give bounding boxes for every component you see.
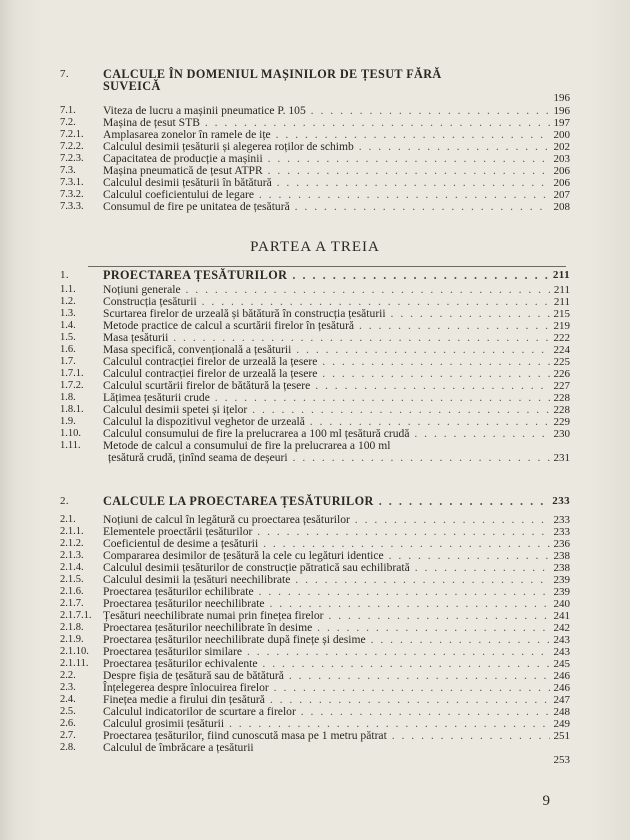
toc-entry-page: 196 — [553, 92, 570, 104]
toc-chapter-entry — [0, 268, 630, 282]
toc-entry-title: Metode practice de calcul a scurtării firelor în țesătură . . . — [103, 319, 550, 333]
toc-entry-page: 196 — [553, 105, 570, 117]
toc-entry-page: 227 — [553, 380, 570, 392]
toc-entry-title: Viteza de lucru a mașinii pneumatice P. 105 . . . — [103, 104, 550, 118]
toc-chapter-entry — [0, 494, 630, 508]
toc-entry-page: 211 — [553, 284, 570, 296]
toc-entry — [0, 200, 630, 214]
toc-entry-page: 207 — [553, 189, 570, 201]
toc-entry-number: 7.3. — [60, 165, 76, 176]
toc-entry-title: Finețea medie a firului din țesătură . . . — [103, 693, 550, 707]
toc-entry-title: Noțiuni generale . . . — [103, 283, 550, 297]
part-heading: PARTEA A TREIA — [250, 239, 380, 255]
toc-entry-number: 1.5. — [60, 332, 76, 343]
toc-entry-page: 197 — [553, 117, 570, 129]
toc-entry-title: Proectarea țesăturilor neechilibrate după finețe și desime . . . — [103, 633, 550, 647]
toc-entry-page: 239 — [553, 586, 570, 598]
toc-entry-number: 2.7. — [60, 730, 76, 741]
toc-entry-title: Calculul desimii țesăturilor de construcție pătratică sau echilibrată . . . — [103, 561, 550, 575]
toc-entry-page: 226 — [553, 368, 570, 380]
divider-rule — [88, 266, 566, 267]
toc-entry-number: 2.3. — [60, 682, 76, 693]
toc-entry-title: PROECTAREA ȚESĂTURILOR . . . — [103, 268, 550, 282]
toc-entry-number: 2.1.10. — [60, 646, 89, 657]
toc-entry-page: 246 — [553, 670, 570, 682]
toc-entry-title: Calculul desimii spetei și ițelor . . . — [103, 403, 550, 417]
toc-entry-number: 2.2. — [60, 670, 76, 681]
toc-entry-title: Consumul de fire pe unitatea de țesătură . . . — [103, 200, 550, 214]
toc-entry-title: Calculul contracției firelor de urzeală la țesere . . . — [103, 355, 550, 369]
toc-entry-title: Metode de calcul a consumului de fire la prelucrarea a 100 ml — [103, 439, 391, 452]
toc-entry-title: Înțelegerea despre înlocuirea firelor . . . — [103, 681, 550, 695]
toc-entry-page: 222 — [553, 332, 570, 344]
toc-entry-title: Amplasarea zonelor în ramele de ițe . . . — [103, 128, 550, 142]
toc-entry-page: 251 — [553, 730, 570, 742]
toc-entry-page: 231 — [553, 452, 570, 464]
toc-entry-page: 238 — [553, 550, 570, 562]
toc-entry-number: 7.2.1. — [60, 129, 84, 140]
toc-entry-number: 7.2.2. — [60, 141, 84, 152]
toc-entry-title: Proectarea țesăturilor echilibrate . . . — [103, 585, 550, 599]
toc-entry-page: 215 — [553, 308, 570, 320]
toc-entry-page: 247 — [553, 694, 570, 706]
toc-entry-title: Calculul desimii la țesături neechilibrate . . . — [103, 573, 550, 587]
toc-entry-page: 233 — [553, 514, 570, 526]
toc-entry-number: 1.7.1. — [60, 368, 84, 379]
toc-entry-title: Lățimea țesăturii crude . . . — [103, 391, 550, 405]
toc-entry-page: 233 — [553, 526, 570, 538]
toc-entry-page: 233 — [552, 495, 570, 507]
toc-entry-title: țesătură crudă, ținînd seama de deșeuri . . . — [108, 451, 550, 465]
toc-entry-number: 1.1. — [60, 284, 76, 295]
toc-entry-page: 245 — [553, 658, 570, 670]
toc-entry-title: Calculul desimii țesăturii și alegerea roților de schimb . . . — [103, 140, 550, 154]
toc-entry-number: 1.7.2. — [60, 380, 84, 391]
toc-entry-title: Calculul la dispozitivul veghetor de urzeală . . . — [103, 415, 550, 429]
toc-entry-page: 239 — [553, 574, 570, 586]
toc-entry-title: Mașina de țesut STB . . . — [103, 116, 550, 130]
toc-entry-title: CALCULE ÎN DOMENIUL MAȘINILOR DE ȚESUT FĂRĂ — [103, 67, 442, 81]
toc-entry-title: Capacitatea de producție a mașinii . . . — [103, 152, 550, 166]
toc-entry-number: 7.1. — [60, 105, 76, 116]
toc-entry-number: 1.3. — [60, 308, 76, 319]
toc-entry-page: 206 — [553, 177, 570, 189]
toc-entry-title: Construcția țesăturii . . . — [103, 295, 550, 309]
toc-entry-number: 1.4. — [60, 320, 76, 331]
toc-entry-page: 236 — [553, 538, 570, 550]
toc-entry-title: CALCULE LA PROECTAREA ȚESĂTURILOR . . . — [103, 494, 550, 508]
toc-entry-number: 7.3.3. — [60, 201, 84, 212]
toc-entry-title: Noțiuni de calcul în legătură cu proectarea țesăturilor . . . — [103, 513, 550, 527]
toc-entry — [0, 451, 630, 465]
toc-entry-number: 2.1.7.1. — [60, 610, 92, 621]
toc-entry-number: 1.7. — [60, 356, 76, 367]
toc-entry-title: SUVEICĂ — [103, 79, 161, 93]
toc-entry-number: 2.1.4. — [60, 562, 84, 573]
toc-entry-number: 2.1.2. — [60, 538, 84, 549]
toc-entry-page: 253 — [553, 754, 570, 766]
toc-entry-page: 203 — [553, 153, 570, 165]
toc-entry-page: 208 — [553, 201, 570, 213]
toc-entry-title: Calculul coeficientului de legare . . . — [103, 188, 550, 202]
toc-entry-title: Proectarea țesăturilor neechilibrate . . . — [103, 597, 550, 611]
toc-entry-title: Mașina pneumatică de țesut ATPR . . . — [103, 164, 550, 178]
toc-entry-page: 202 — [553, 141, 570, 153]
toc-entry-number: 2.6. — [60, 718, 76, 729]
toc-entry-page: 246 — [553, 682, 570, 694]
toc-entry-number: 2.4. — [60, 694, 76, 705]
toc-entry-page: 228 — [553, 392, 570, 404]
toc-entry-page: 228 — [553, 404, 570, 416]
toc-entry-number: 1.8.1. — [60, 404, 84, 415]
toc-entry-page: 224 — [553, 344, 570, 356]
toc-entry-title: Proectarea țesăturilor similare . . . — [103, 645, 550, 659]
toc-entry-title: Calculul indicatorilor de scurtare a firelor . . . — [103, 705, 550, 719]
toc-entry-number: 1.11. — [60, 440, 81, 451]
toc-entry-page: 238 — [553, 562, 570, 574]
toc-entry-title: Proectarea țesăturilor echivalente . . . — [103, 657, 550, 671]
toc-entry-number: 7.3.1. — [60, 177, 84, 188]
toc-entry-page: 249 — [553, 718, 570, 730]
toc-entry-title: Calculul contracției firelor de urzeală la țesere . . . — [103, 367, 550, 381]
toc-entry-number: 2.1.1. — [60, 526, 84, 537]
toc-entry-page: 243 — [553, 646, 570, 658]
toc-entry-title: Coeficientul de desime a țesăturii . . . — [103, 537, 550, 551]
toc-entry-number: 7. — [60, 68, 70, 80]
toc-entry-page: 206 — [553, 165, 570, 177]
toc-entry-number: 2.1. — [60, 514, 76, 525]
toc-entry-page: 225 — [553, 356, 570, 368]
toc-entry-number: 1.2. — [60, 296, 76, 307]
toc-entry-title: Proectarea țesăturilor, fiind cunoscută masa pe 1 metru pătrat . . . — [103, 729, 550, 743]
toc-entry-page: 242 — [553, 622, 570, 634]
toc-entry-title: Elementele proectării țesăturilor . . . — [103, 525, 550, 539]
toc-entry-number: 1. — [60, 269, 70, 281]
toc-entry-number: 2. — [60, 495, 70, 507]
toc-entry-number: 2.1.7. — [60, 598, 84, 609]
toc-entry — [0, 753, 630, 767]
toc-entry-title: Calculul grosimii țesăturii . . . — [103, 717, 550, 731]
toc-entry-number: 2.1.11. — [60, 658, 89, 669]
toc-entry-number: 1.10. — [60, 428, 81, 439]
toc-entry-page: 241 — [553, 610, 570, 622]
toc-entry-number: 1.8. — [60, 392, 76, 403]
toc-entry-page: 229 — [553, 416, 570, 428]
toc-entry-number: 2.1.9. — [60, 634, 84, 645]
toc-entry-title: Masa specifică, convențională a țesăturii . . . — [103, 343, 550, 357]
toc-entry-number: 1.6. — [60, 344, 76, 355]
toc-entry-title: Calculul consumului de fire la prelucrarea a 100 ml țesătură crudă . . . — [103, 427, 550, 441]
toc-entry-page: 243 — [553, 634, 570, 646]
toc-entry-number: 2.5. — [60, 706, 76, 717]
toc-entry-page: 200 — [553, 129, 570, 141]
toc-entry-title: Calculul scurtării firelor de bătătură la țesere . . . — [103, 379, 550, 393]
toc-entry-page: 240 — [553, 598, 570, 610]
toc-entry-number: 2.1.3. — [60, 550, 84, 561]
toc-entry-number: 2.1.6. — [60, 586, 84, 597]
toc-entry-title: Calculul desimii țesăturii în bătătură . . . — [103, 176, 550, 190]
toc-entry — [0, 91, 630, 105]
toc-entry-title: Țesături neechilibrate numai prin finețea firelor . . . — [103, 609, 550, 623]
page-number: 9 — [542, 793, 550, 809]
toc-entry-title: Calculul de îmbrăcare a țesăturii — [103, 741, 254, 754]
toc-entry-page: 211 — [552, 269, 570, 281]
toc-entry-page: 248 — [553, 706, 570, 718]
toc-entry-number: 2.1.8. — [60, 622, 84, 633]
toc-entry-page: 230 — [553, 428, 570, 440]
toc-entry-title: Compararea desimilor de țesătură la cele cu legături identice . . . — [103, 549, 550, 563]
toc-entry-title: Scurtarea firelor de urzeală și bătătură în construcția țesăturii . . . — [103, 307, 550, 321]
toc-entry-title: Masa țesăturii . . . — [103, 331, 550, 345]
toc-entry-page: 211 — [553, 296, 570, 308]
toc-entry-number: 1.9. — [60, 416, 76, 427]
toc-entry-number: 7.3.2. — [60, 189, 84, 200]
toc-entry-number: 7.2. — [60, 117, 76, 128]
toc-entry-number: 2.8. — [60, 742, 76, 753]
toc-entry-title: Proectarea țesăturilor neechilibrate în desime . . . — [103, 621, 550, 635]
toc-entry-page: 219 — [553, 320, 570, 332]
toc-entry-number: 2.1.5. — [60, 574, 84, 585]
toc-entry-number: 7.2.3. — [60, 153, 84, 164]
toc-entry-title: Despre fișia de țesătură sau de bătătură . . . — [103, 669, 550, 683]
